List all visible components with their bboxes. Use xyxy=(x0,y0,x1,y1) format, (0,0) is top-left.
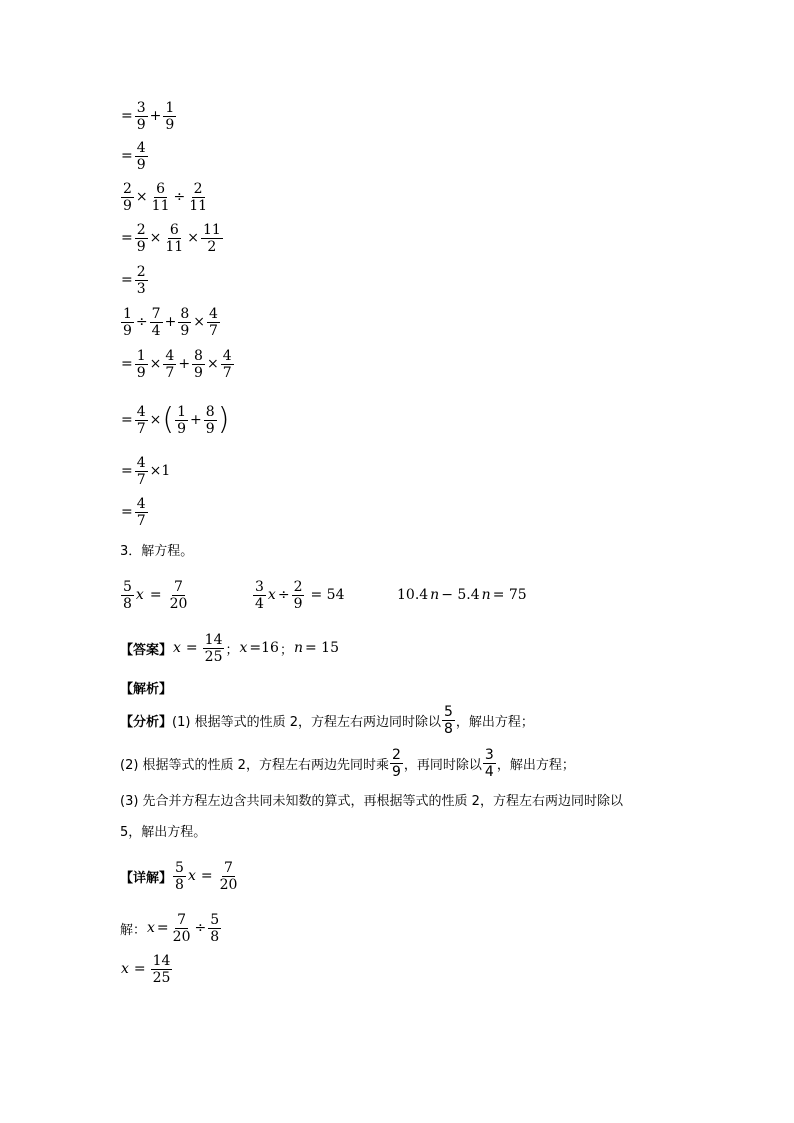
equals-sign: = xyxy=(121,148,133,164)
fraction: $\frac{4}{7}$ xyxy=(222,347,232,381)
answer-line: 【答案】 x = $\frac{14}{25}$ ； x =16 ； n = 15 xyxy=(120,631,339,665)
equals-sign: = xyxy=(121,108,133,124)
operator: + xyxy=(190,412,202,428)
analysis-point-3-line-2: 5，解出方程。 xyxy=(120,824,207,840)
calc-line-8 xyxy=(120,400,229,440)
operator: × xyxy=(187,230,199,246)
calc-line-7 xyxy=(120,347,235,381)
left-paren: ( xyxy=(162,402,175,437)
fraction: $\frac{4}{7}$ xyxy=(136,495,146,529)
fraction: $\frac{2}{3}$ xyxy=(136,263,146,297)
operator: + xyxy=(149,108,162,124)
operator: + xyxy=(178,356,191,372)
answer-label: 【答案】 xyxy=(120,642,173,658)
calc-line-1 xyxy=(120,99,177,133)
fraction: $\frac{6}{11}$ xyxy=(165,221,184,255)
operator: × xyxy=(149,230,162,246)
operator: × xyxy=(206,356,219,372)
analysis-point-2: (2) 根据等式的性质 2，方程左右两边先同时乘 $\frac{2}{9}$ ，再同时除以 $\frac{3}{4}$ ，解出方程； xyxy=(120,746,575,780)
equals-sign: = xyxy=(121,356,133,372)
equals-sign: = xyxy=(121,504,133,520)
fraction: $\frac{4}{9}$ xyxy=(136,139,146,173)
solution-label: 解： xyxy=(120,922,147,938)
calc-line-9 xyxy=(120,454,171,488)
analysis-point-1: 【分析】 (1) 根据等式的性质 2，方程左右两边同时除以 $\frac{5}{8}$ ，解出方程； xyxy=(120,703,534,737)
fraction: $\frac{4}{7}$ xyxy=(136,403,146,437)
multiply-one: ×1 xyxy=(149,463,171,479)
calc-line-4 xyxy=(120,221,224,255)
calc-line-2 xyxy=(120,139,149,173)
fraction: $\frac{11}{2}$ xyxy=(202,221,221,255)
solution-step-2: x = $\frac{14}{25}$ xyxy=(121,952,171,986)
operator: × xyxy=(149,412,162,428)
fraction: $\frac{1}{9}$ xyxy=(136,347,146,381)
fraction: $\frac{2}{9}$ xyxy=(136,221,146,255)
operator: ÷ xyxy=(173,189,186,205)
analysis-label: 【解析】 xyxy=(120,681,173,697)
fraction: $\frac{4}{7}$ xyxy=(208,305,218,339)
detail-line: 【详解】 $\frac{5}{8}$ x = $\frac{7}{20}$ xyxy=(120,859,238,893)
fraction: $\frac{4}{7}$ xyxy=(165,347,175,381)
fraction: $\frac{8}{9}$ xyxy=(194,347,203,381)
fraction: $\frac{2}{9}$ xyxy=(123,180,132,214)
fraction: $\frac{3}{9}$ xyxy=(136,99,146,133)
fraction: $\frac{8}{9}$ xyxy=(180,305,190,339)
operator: + xyxy=(164,314,177,330)
fraction: $\frac{1}{9}$ xyxy=(177,403,187,437)
operator: × xyxy=(193,314,205,330)
fraction: $\frac{4}{7}$ xyxy=(136,454,146,488)
equals-sign: = xyxy=(121,463,133,479)
operator: × xyxy=(149,356,162,372)
equation-2: $\frac{3}{4}$ x ÷ $\frac{2}{9}$ = 54 xyxy=(255,578,345,612)
equals-sign: = xyxy=(121,272,133,288)
fraction: $\frac{6}{11}$ xyxy=(151,180,170,214)
fraction: $\frac{2}{11}$ xyxy=(189,180,208,214)
equation-1: $\frac{5}{8}$ x = $\frac{7}{20}$ xyxy=(123,578,188,612)
right-paren: ) xyxy=(217,402,230,437)
fraction: $\frac{8}{9}$ xyxy=(205,403,215,437)
detail-label: 【详解】 xyxy=(120,870,173,886)
question-3-title: 3．解方程。 xyxy=(120,543,194,559)
calc-line-6 xyxy=(120,305,221,339)
fraction: $\frac{1}{9}$ xyxy=(165,99,175,133)
calc-line-10 xyxy=(120,495,149,529)
operator: × xyxy=(135,189,148,205)
analysis-point-3-line-1: (3) 先合并方程左边含共同未知数的算式，再根据等式的性质 2，方程左右两边同时除以 xyxy=(120,793,623,809)
equation-3: 10.4 n − 5.4 n = 75 xyxy=(397,587,527,603)
equals-sign: = xyxy=(121,412,133,428)
fraction: $\frac{7}{4}$ xyxy=(151,305,161,339)
calc-line-5 xyxy=(120,263,149,297)
calc-line-3 xyxy=(120,180,210,214)
solution-step-1: 解： x = $\frac{7}{20}$ ÷ $\frac{5}{8}$ xyxy=(120,911,220,945)
fraction: $\frac{1}{9}$ xyxy=(123,305,132,339)
operator: ÷ xyxy=(135,314,148,330)
equals-sign: = xyxy=(121,230,133,246)
